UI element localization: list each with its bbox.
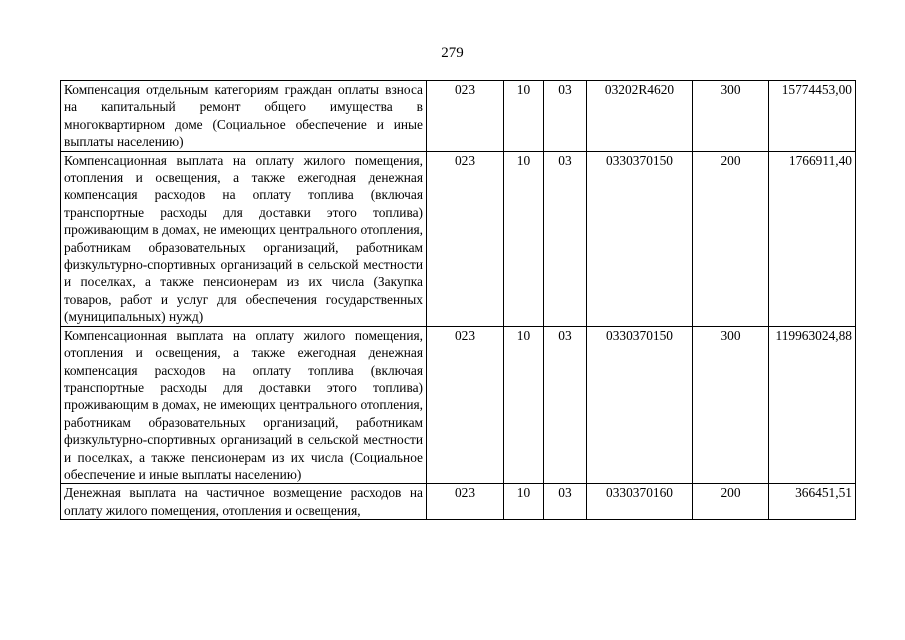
section-code: 10 [504, 326, 544, 484]
amount: 1766911,40 [769, 151, 856, 326]
ministry-code: 023 [427, 484, 504, 520]
section-code: 10 [504, 81, 544, 152]
expense-type-code: 300 [693, 81, 769, 152]
expense-type-code: 300 [693, 326, 769, 484]
amount: 366451,51 [769, 484, 856, 520]
row-description: Компенсация отдельным категориям граждан оплаты взноса на капитальный ремонт общего имущества в многоквартирном доме (Социальное обеспечение и иные выплаты населению) [61, 81, 427, 152]
target-article-code: 0330370150 [587, 326, 693, 484]
subsection-code: 03 [544, 484, 587, 520]
ministry-code: 023 [427, 81, 504, 152]
subsection-code: 03 [544, 81, 587, 152]
subsection-code: 03 [544, 151, 587, 326]
subsection-code: 03 [544, 326, 587, 484]
ministry-code: 023 [427, 326, 504, 484]
section-code: 10 [504, 484, 544, 520]
amount: 15774453,00 [769, 81, 856, 152]
target-article-code: 03202R4620 [587, 81, 693, 152]
table-row [61, 151, 856, 326]
table-row [61, 326, 856, 484]
table-row [61, 81, 856, 152]
row-description: Компенсационная выплата на оплату жилого помещения, отопления и освещения, а также ежегодная денежная компенсация расходов на оплату топлива (включая транспортные расходы для доставки этого топлива) проживающим в домах, не имеющих центрального отопления, работникам образовательных организаций, работникам физкультурно-спортивных организаций в сельской местности и поселках, а также пенсионерам из их числа (Социальное обеспечение и иные выплаты населению) [61, 326, 427, 484]
page-number: 279 [441, 45, 464, 61]
ministry-code: 023 [427, 151, 504, 326]
amount: 119963024,88 [769, 326, 856, 484]
target-article-code: 0330370160 [587, 484, 693, 520]
budget-table [60, 80, 856, 520]
target-article-code: 0330370150 [587, 151, 693, 326]
table-row [61, 484, 856, 520]
row-description: Компенсационная выплата на оплату жилого помещения, отопления и освещения, а также ежегодная денежная компенсация расходов на оплату топлива (включая транспортные расходы для доставки этого топлива) проживающим в домах, не имеющих центрального отопления, работникам образовательных организаций, работникам физкультурно-спортивных организаций в сельской местности и поселках, а также пенсионерам из их числа (Закупка товаров, работ и услуг для обеспечения государственных (муниципальных) нужд) [61, 151, 427, 326]
row-description: Денежная выплата на частичное возмещение расходов на оплату жилого помещения, отопления и освещения, [61, 484, 427, 520]
expense-type-code: 200 [693, 484, 769, 520]
expense-type-code: 200 [693, 151, 769, 326]
section-code: 10 [504, 151, 544, 326]
